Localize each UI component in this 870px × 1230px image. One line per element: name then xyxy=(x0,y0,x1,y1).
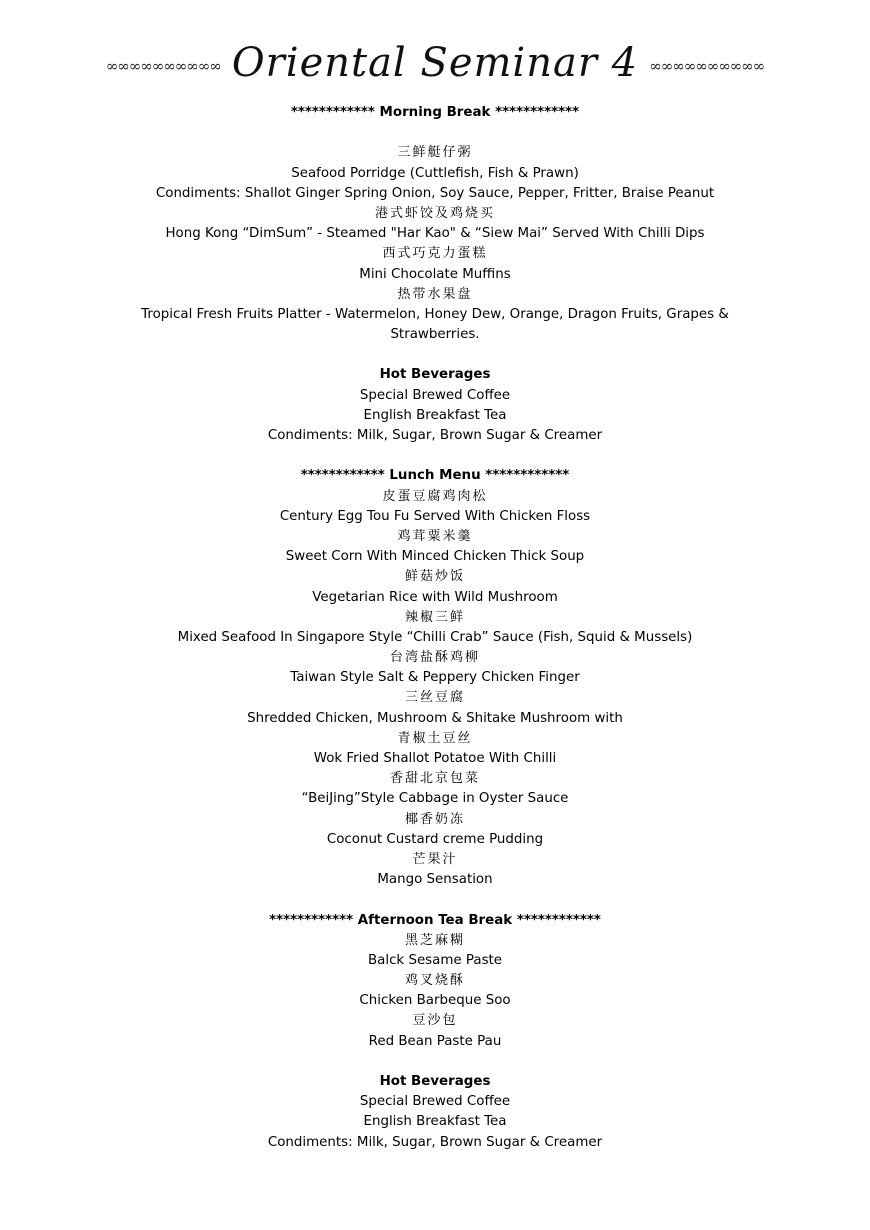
dish-chinese: 香甜北京包菜 xyxy=(389,771,480,787)
dish-english: Sweet Corn With Minced Chicken Thick Soup xyxy=(285,549,585,565)
dish-chinese: 西式巧克力蛋糕 xyxy=(382,246,488,262)
spacer xyxy=(0,1052,870,1072)
title-ornament-left: ∞∞∞∞∞∞∞∞∞∞ xyxy=(105,57,221,75)
dish-chinese: 三丝豆腐 xyxy=(404,690,465,706)
dish-chinese: 椰香奶冻 xyxy=(404,811,465,827)
dish-english: “BeiJing”Style Cabbage in Oyster Sauce xyxy=(301,791,569,807)
dish-chinese: 青椒土豆丝 xyxy=(397,730,473,746)
title-row xyxy=(0,40,870,102)
spacer xyxy=(0,123,870,143)
dish-english: Mini Chocolate Muffins xyxy=(359,266,511,282)
dish-english: Seafood Porridge (Cuttlefish, Fish & Prawn) xyxy=(291,165,579,181)
beverage-note: Condiments: Milk, Sugar, Brown Sugar & Creamer xyxy=(267,1134,603,1150)
dish-english: Shredded Chicken, Mushroom & Shitake Mushroom with xyxy=(247,710,623,726)
dish-chinese: 三鲜艇仔粥 xyxy=(397,145,473,161)
beverage-item: Special Brewed Coffee xyxy=(359,1094,511,1110)
dish-chinese: 鸡叉烧酥 xyxy=(404,973,465,989)
spacer xyxy=(0,446,870,466)
menu-content xyxy=(0,103,870,1153)
section-header-morning-break: ************ Morning Break ************ xyxy=(290,105,580,120)
dish-chinese: 港式虾饺及鸡烧买 xyxy=(374,205,495,221)
dish-english: Mango Sensation xyxy=(377,872,493,888)
beverage-note: Condiments: Milk, Sugar, Brown Sugar & Creamer xyxy=(267,428,603,444)
dish-english: Coconut Custard creme Pudding xyxy=(326,831,544,847)
page-title: Oriental Seminar 4 xyxy=(231,40,639,86)
section-header-lunch-menu: ************ Lunch Menu ************ xyxy=(300,468,570,484)
dish-english: Red Bean Paste Pau xyxy=(368,1033,502,1049)
dish-chinese: 芒果汁 xyxy=(412,851,458,867)
beverage-item: English Breakfast Tea xyxy=(363,407,507,423)
dish-english: Taiwan Style Salt & Peppery Chicken Finger xyxy=(290,670,580,686)
spacer xyxy=(0,890,870,910)
dish-english: Mixed Seafood In Singapore Style “Chilli Crab” Sauce (Fish, Squid & Mussels) xyxy=(177,629,693,645)
section-header-hot-beverages: Hot Beverages xyxy=(379,1074,491,1090)
dish-chinese: 黑芝麻糊 xyxy=(404,932,465,948)
dish-english: Vegetarian Rice with Wild Mushroom xyxy=(312,589,558,605)
dish-chinese: 鸡茸粟米羹 xyxy=(397,528,473,544)
dish-note: Condiments: Shallot Ginger Spring Onion, Soy Sauce, Pepper, Fritter, Braise Peanut xyxy=(155,185,715,201)
beverage-item: Special Brewed Coffee xyxy=(359,387,511,403)
section-header-hot-beverages: Hot Beverages xyxy=(379,367,491,383)
dish-english: Balck Sesame Paste xyxy=(367,952,503,968)
dish-chinese: 皮蛋豆腐鸡肉松 xyxy=(382,488,488,504)
dish-chinese: 辣椒三鲜 xyxy=(404,609,465,625)
dish-english: Chicken Barbeque Soo xyxy=(359,993,511,1009)
title-ornament-right: ∞∞∞∞∞∞∞∞∞∞ xyxy=(649,57,765,75)
section-header-afternoon-tea: ************ Afternoon Tea Break ************ xyxy=(269,912,601,928)
beverage-item: English Breakfast Tea xyxy=(363,1114,507,1130)
dish-chinese: 豆沙包 xyxy=(412,1013,458,1029)
dish-english: Hong Kong “DimSum” - Steamed "Har Kao" & “Siew Mai” Served With Chilli Dips xyxy=(165,226,705,242)
dish-english: Century Egg Tou Fu Served With Chicken Floss xyxy=(279,508,591,524)
dish-chinese: 热带水果盘 xyxy=(397,286,473,302)
spacer xyxy=(0,345,870,365)
dish-chinese: 鲜菇炒饭 xyxy=(404,569,465,585)
dish-english: Wok Fried Shallot Potatoe With Chilli xyxy=(313,751,557,767)
dish-chinese: 台湾盐酥鸡柳 xyxy=(389,650,480,666)
dish-english: Tropical Fresh Fruits Platter - Watermelon, Honey Dew, Orange, Dragon Fruits, Grapes & Strawberries. xyxy=(141,306,729,343)
